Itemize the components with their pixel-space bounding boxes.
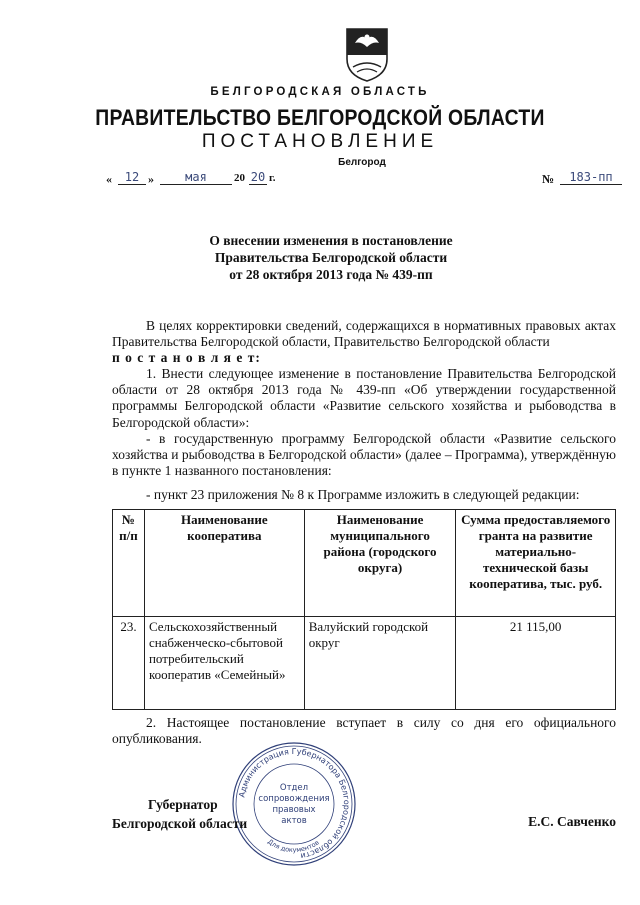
position-line-2: Белгородской области [112, 816, 248, 831]
number-label: № [542, 172, 555, 186]
stamp-center-line-1: Отдел [279, 783, 309, 793]
number-line [542, 170, 632, 190]
resolves-word: п о с т а н о в л я е т: [112, 350, 261, 365]
cooperative-table [112, 509, 616, 710]
stamp-center-line-4: актов [281, 816, 307, 826]
item-2-paragraph: 2. Настоящее постановление вступает в силу со дня его официального опубликования. [112, 715, 616, 747]
date-line [106, 170, 320, 190]
date-year-prefix: 20 [234, 172, 245, 184]
row-cell-grant-sum: 21 115,00 [456, 617, 616, 710]
item-1-sub-paragraph: - в государственную программу Белгородской области «Развитие сельского хозяйства и рыбоводства в Белгородской области» (далее – Программа), утверждённую в пункте 1 названного постановления: [112, 431, 616, 479]
item-1-paragraph: 1. Внести следующее изменение в постановление Правительства Белгородской области от 28 октября 2013 года № 439-пп «Об утверждении государственной программы Белгородской области «Развитие сельского хозяйства и рыбоводства в Белгородской области»: [112, 366, 616, 430]
title-line-1: О внесении изменения в постановление [209, 233, 453, 248]
date-month: мая [160, 170, 232, 185]
row-cell-district: Валуйский городской округ [304, 617, 456, 710]
coat-of-arms-emblem [341, 25, 393, 83]
title-line-2: Правительства Белгородской области [214, 250, 448, 265]
date-year-suffix: 20 [250, 170, 266, 184]
date-open-quote: « [106, 172, 112, 186]
header-cell-grant-sum: Сумма предоставляемого гранта на развитие материально-технической базы кооператива, тыс. руб. [456, 510, 616, 617]
table-header-row [113, 510, 616, 617]
number-value: 183-пп [560, 170, 622, 185]
header-cell-district: Наименование муниципального района (городского округа) [304, 510, 456, 617]
date-day: 12 [118, 170, 146, 185]
stamp-bottom-text: Для документов [266, 837, 321, 855]
stamp-ring-text: Администрация Губернатора Белгородской области [237, 746, 352, 861]
date-year-mark: г. [269, 172, 276, 184]
city-name: Белгород [338, 157, 386, 168]
row-cell-number: 23. [113, 617, 145, 710]
title-line-3: от 28 октября 2013 года № 439-пп [229, 267, 433, 282]
region-name: БЕЛГОРОДСКАЯ ОБЛАСТЬ [210, 86, 430, 98]
government-title: ПРАВИТЕЛЬСТВО БЕЛГОРОДСКОЙ ОБЛАСТИ [95, 105, 545, 130]
date-close-quote: » [148, 172, 154, 186]
document-type: ПОСТАНОВЛЕНИЕ [201, 131, 439, 152]
table-row [113, 617, 616, 710]
signatory-name: Е.С. Савченко [528, 814, 616, 829]
row-cell-cooperative: Сельскохозяйственный снабженческо-сбытовой потребительский кооператив «Семейный» [144, 617, 304, 710]
official-stamp [230, 740, 358, 868]
signatory-position [112, 795, 247, 833]
header-cell-cooperative: Наименование кооператива [144, 510, 304, 617]
header-cell-number: № п/п [113, 510, 145, 617]
decree-title [0, 232, 640, 283]
intro-paragraph: В целях корректировки сведений, содержащихся в нормативных правовых актах Правительства Белгородской области, Правительство Белгородской области [112, 318, 616, 350]
stamp-center-line-2: сопровождения [258, 794, 330, 804]
stamp-center-line-3: правовых [272, 805, 316, 815]
item-1-point-paragraph: - пункт 23 приложения № 8 к Программе изложить в следующей редакции: [146, 487, 580, 502]
position-line-1: Губернатор [148, 797, 218, 812]
